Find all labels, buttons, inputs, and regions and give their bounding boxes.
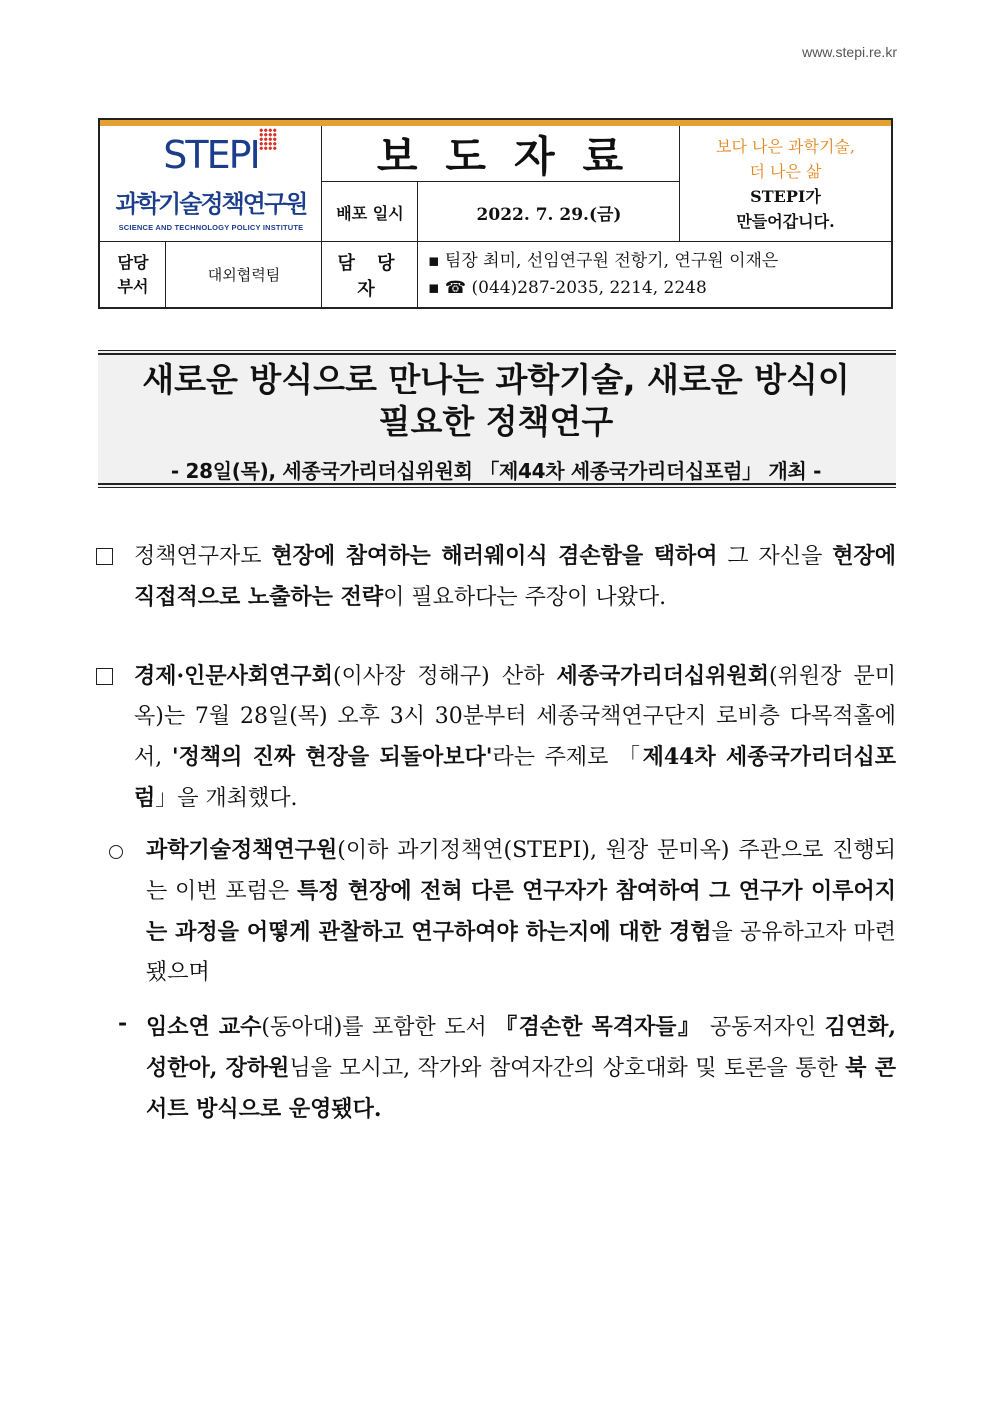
- press-release-title: 보도자료: [376, 132, 652, 181]
- department-label-line: 담당: [117, 252, 149, 272]
- contact-people: ▪ 팀장 최미, 선임연구원 전항기, 연구원 이재은: [428, 250, 779, 271]
- paragraph-4: [146, 1007, 896, 1130]
- headline-subtitle: - 28일(목), 세종국가리더십위원회 「제44차 세종국가리더십포럼」 개최 -: [170, 459, 822, 483]
- text: (동아대)를 포함한 도서: [261, 1015, 496, 1040]
- text: (이사장 정해구) 산하: [332, 664, 557, 689]
- text: 」을 개최했다.: [155, 786, 298, 811]
- slogan: [680, 126, 891, 242]
- department-label-line: 부서: [117, 276, 149, 296]
- contact-phone[interactable]: ▪ ☎ (044)287-2035, 2214, 2248: [428, 277, 707, 298]
- paragraph-3: [146, 830, 896, 993]
- text-bold: 김연화, 성한아, 장하원: [146, 1014, 896, 1081]
- release-date-value: 2022. 7. 29.(금): [476, 204, 622, 225]
- site-url[interactable]: www.stepi.re.kr: [802, 44, 897, 60]
- text: 정책연구자도: [134, 544, 272, 569]
- release-date-label: 배포 일시: [336, 203, 404, 223]
- text-bold: '정책의 진짜 현장을 되돌아보다': [171, 744, 493, 770]
- paragraph-1: [134, 536, 896, 618]
- headline-line-1: 새로운 방식으로 만나는 과학기술, 새로운 방식이: [142, 360, 850, 399]
- text-bold: 과학기술정책연구원: [146, 837, 338, 863]
- text-bold: 제44차 세종국가리더십포럼: [134, 744, 897, 811]
- text-bold: 경제·인문사회연구회: [134, 663, 333, 689]
- text-bold: 현장에 직접적으로 노출하는 전략: [134, 543, 896, 610]
- text-bold: 『겸손한 목격자들』: [495, 1014, 702, 1040]
- text: (위원장 문미옥)는 7월 28일(목) 오후 3시 30분부터 세종국책연구단지 로비층 다목적홀에서,: [134, 664, 896, 770]
- contact-value: [418, 242, 891, 307]
- text-bold: 임소연 교수: [146, 1014, 262, 1040]
- dash-bullet: -: [118, 1010, 128, 1036]
- slogan-line: 만들어갑니다.: [736, 212, 835, 231]
- circle-bullet-icon: [109, 845, 123, 859]
- text: 을 공유하고자 마련됐으며: [146, 920, 896, 985]
- text-bold: 북 콘서트 방식으로 운영됐다.: [146, 1055, 896, 1122]
- department-value: 대외협력팀: [207, 266, 281, 284]
- logo-korean-name: 과학기술정책연구원: [115, 190, 307, 218]
- text: 라는 주제로 「: [492, 745, 643, 770]
- text-bold: 세종국가리더십위원회: [556, 663, 770, 689]
- divider: [98, 350, 896, 355]
- logo-english-name: SCIENCE AND TECHNOLOGY POLICY INSTITUTE: [118, 223, 304, 232]
- headline-line-2: 필요한 정책연구: [378, 402, 614, 441]
- logo-dots-icon: [259, 128, 277, 150]
- checkbox-bullet-icon: [96, 548, 113, 565]
- text: 님을 모시고, 작가와 참여자간의 상호대화 및 토론을 통한: [289, 1056, 846, 1081]
- contact-label: 담 당 자: [337, 252, 403, 300]
- department-label: [100, 242, 166, 307]
- slogan-line: 보다 나은 과학기술,: [716, 137, 855, 156]
- text-bold: 특정 현장에 전혀 다른 연구자가 참여하여 그 연구가 이루어지는 과정을 어떻게 관찰하고 연구하여야 하는지에 대한 경험: [146, 878, 897, 945]
- paragraph-2: [134, 656, 896, 819]
- text: 그 자신을: [717, 544, 833, 569]
- stepi-logo: [100, 126, 322, 242]
- slogan-line: STEPI가: [750, 187, 821, 206]
- logo-mark: STEPI: [163, 136, 258, 174]
- checkbox-bullet-icon: [96, 668, 113, 685]
- press-header-table: [98, 118, 893, 309]
- text: 이 필요하다는 주장이 나왔다.: [383, 585, 667, 610]
- slogan-line: 더 나은 삶: [749, 162, 822, 181]
- text: (이하 과기정책연(STEPI), 원장 문미옥) 주관으로 진행되는 이번 포럼은: [146, 838, 896, 904]
- text-bold: 현장에 참여하는 해러웨이식 겸손함을 택하여: [271, 543, 718, 569]
- text: 공동저자인: [701, 1015, 825, 1040]
